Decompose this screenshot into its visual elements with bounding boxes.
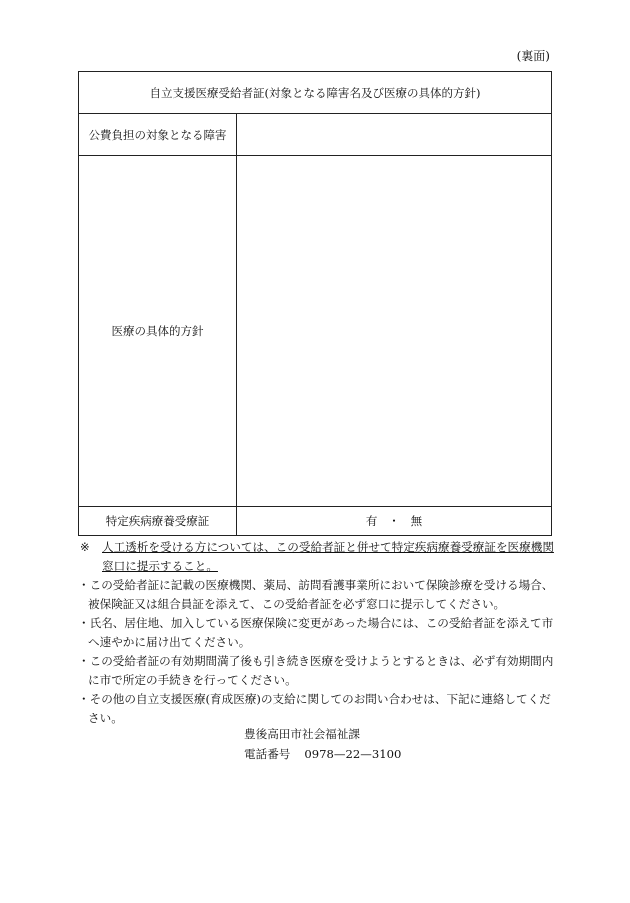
disability-value bbox=[237, 114, 552, 156]
note-item: ・氏名、居住地、加入している医療保険に変更があった場合には、この受給者証を添えて市へ速やかに届け出てください。 bbox=[78, 616, 554, 649]
note-item: ・この受給者証の有効期間満了後も引き続き医療を受けようとするときは、必ず有効期間内に市で所定の手続きを行ってください。 bbox=[78, 654, 554, 687]
contact-block bbox=[244, 724, 401, 764]
note-item: ・この受給者証に記載の医療機関、薬局、訪問看護事業所において保険診療を受ける場合、被保険証又は組合員証を添えて、この受給者証を必ず窓口に提示してください。 bbox=[78, 578, 554, 611]
specific-disease-row bbox=[79, 507, 552, 536]
phone-number: 0978—22—3100 bbox=[304, 747, 402, 761]
table-title-row bbox=[79, 72, 552, 114]
choice-separator: ・ bbox=[388, 514, 400, 528]
note-item: ・その他の自立支援医療(育成医療)の支給に関してのお問い合わせは、下記に連絡してください。 bbox=[78, 692, 551, 725]
treatment-plan-value bbox=[237, 156, 552, 507]
choice-yes: 有 bbox=[365, 514, 378, 528]
disability-row bbox=[79, 114, 552, 156]
reference-mark: ※ bbox=[80, 540, 90, 554]
treatment-plan-label: 医療の具体的方針 bbox=[79, 156, 237, 507]
specific-disease-choice bbox=[237, 507, 552, 536]
notes-section bbox=[78, 538, 556, 728]
phone-line bbox=[244, 744, 401, 764]
table-title: 自立支援医療受給者証(対象となる障害名及び医療の具体的方針) bbox=[79, 72, 552, 114]
certificate-table bbox=[78, 71, 552, 536]
dialysis-note-text: 人工透析を受ける方については、この受給者証と併せて特定疾病療養受療証を医療機関窓口に提示すること。 bbox=[102, 540, 554, 573]
dialysis-note bbox=[78, 538, 556, 576]
office-name: 豊後高田市社会福祉課 bbox=[244, 727, 360, 741]
treatment-plan-row bbox=[79, 156, 552, 507]
specific-disease-label: 特定疾病療養受療証 bbox=[79, 507, 237, 536]
phone-label: 電話番号 bbox=[244, 747, 291, 761]
disability-label: 公費負担の対象となる障害 bbox=[79, 114, 237, 156]
choice-no: 無 bbox=[410, 514, 423, 528]
page-side-label: (裏面) bbox=[516, 49, 550, 63]
